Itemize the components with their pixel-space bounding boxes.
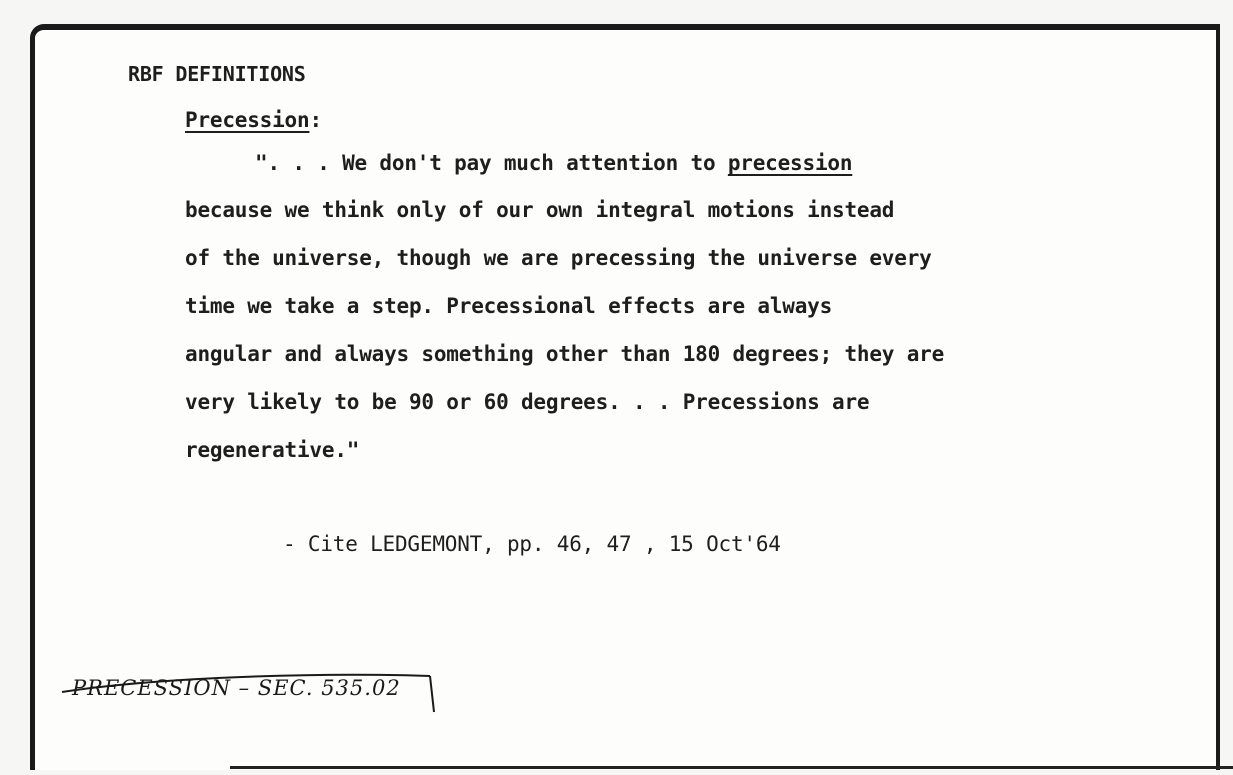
term-title — [185, 108, 322, 132]
term-colon: : — [309, 108, 322, 132]
quote-line-3: of the universe, though we are precessing the universe every — [185, 246, 932, 270]
term-word: Precession — [185, 108, 310, 132]
quote-line-6: very likely to be 90 or 60 degrees. . . Precessions are — [185, 390, 870, 414]
quote-line-7: regenerative." — [185, 438, 360, 462]
card-bottom-divider — [230, 766, 1233, 769]
quote-line-1 — [255, 151, 852, 175]
citation-line: - Cite LEDGEMONT, pp. 46, 47 , 15 Oct'64 — [283, 532, 781, 556]
quote-line-5: angular and always something other than 180 degrees; they are — [185, 342, 945, 366]
quote-line-1-text: ". . . We don't pay much attention to — [255, 151, 728, 175]
quote-line-2: because we think only of our own integral motions instead — [185, 198, 895, 222]
document-heading: RBF DEFINITIONS — [128, 62, 306, 86]
quote-underlined-term: precession — [727, 151, 853, 175]
handwritten-note: PRECESSION – SEC. 535.02 — [72, 676, 401, 700]
quote-line-4: time we take a step. Precessional effects are always — [185, 294, 833, 318]
handwritten-annotation — [32, 658, 442, 738]
